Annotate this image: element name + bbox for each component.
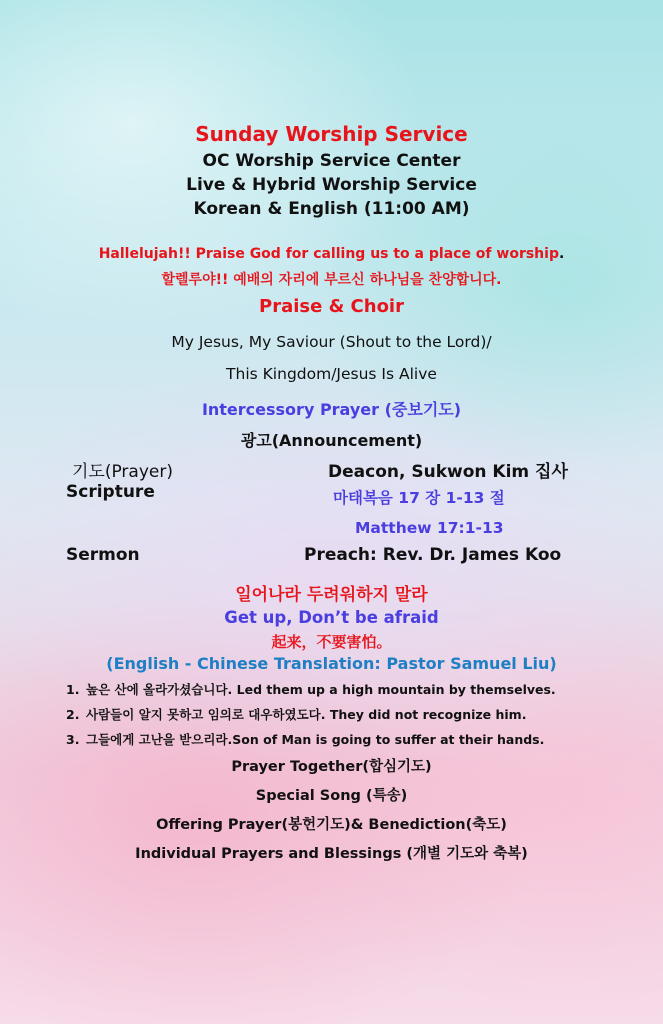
scripture-label: Scripture xyxy=(66,482,155,502)
praise-songs-line1: My Jesus, My Saviour (Shout to the Lord)/ xyxy=(171,333,492,351)
welcome-english-text: Hallelujah!! Praise God for calling us to a place of worship xyxy=(98,246,559,262)
service-format: Live & Hybrid Worship Service xyxy=(186,175,477,195)
offering-benediction: Offering Prayer(봉헌기도)& Benediction(축도) xyxy=(156,817,507,833)
welcome-english-period: . xyxy=(558,246,565,262)
welcome-korean: 할렐루야!! 예배의 자리에 부르신 하나님을 찬양합니다. xyxy=(161,272,502,288)
service-center: OC Worship Service Center xyxy=(202,151,461,171)
individual-prayers: Individual Prayers and Blessings (개별 기도와 축복) xyxy=(135,846,528,862)
sermon-point-text: 사람들이 알지 못하고 임의로 대우하였도다. They did not recognize him. xyxy=(86,707,527,722)
service-language-time: Korean & English (11:00 AM) xyxy=(193,199,470,219)
service-title: Sunday Worship Service xyxy=(195,122,468,146)
announcement: 광고(Announcement) xyxy=(240,431,423,450)
intercessory-prayer: Intercessory Prayer (중보기도) xyxy=(201,400,462,419)
welcome-english xyxy=(0,246,663,262)
sermon-preacher: Preach: Rev. Dr. James Koo xyxy=(304,545,562,565)
sermon-point xyxy=(66,680,556,698)
sermon-point-number: 2. xyxy=(66,707,80,722)
sermon-point xyxy=(66,730,544,748)
sermon-point-text: 높은 산에 올라가셨습니다. Led them up a high mountain by themselves. xyxy=(86,682,556,697)
prayer-leader: Deacon, Sukwon Kim 집사 xyxy=(328,462,568,482)
sermon-point xyxy=(66,705,526,723)
praise-heading: Praise & Choir xyxy=(259,296,404,317)
sermon-title-chinese: 起来，不要害怕。 xyxy=(271,633,392,651)
sermon-title-korean: 일어나라 두려워하지 말라 xyxy=(235,585,428,605)
scripture-english-ref: Matthew 17:1-13 xyxy=(355,519,504,537)
prayer-together: Prayer Together(합심기도) xyxy=(231,759,432,775)
sermon-point-text: 그들에게 고난을 받으리라.Son of Man is going to suffer at their hands. xyxy=(86,732,545,747)
scripture-korean-ref: 마태복음 17 장 1-13 절 xyxy=(333,489,505,507)
sermon-point-number: 1. xyxy=(66,682,80,697)
sermon-label: Sermon xyxy=(66,545,140,565)
translation-credit: (English - Chinese Translation: Pastor Samuel Liu) xyxy=(106,654,557,673)
praise-songs-line2: This Kingdom/Jesus Is Alive xyxy=(226,365,437,383)
sermon-point-number: 3. xyxy=(66,732,80,747)
prayer-label: 기도(Prayer) xyxy=(72,462,173,482)
sermon-title-english: Get up, Don’t be afraid xyxy=(224,608,439,627)
special-song: Special Song (특송) xyxy=(255,788,408,804)
